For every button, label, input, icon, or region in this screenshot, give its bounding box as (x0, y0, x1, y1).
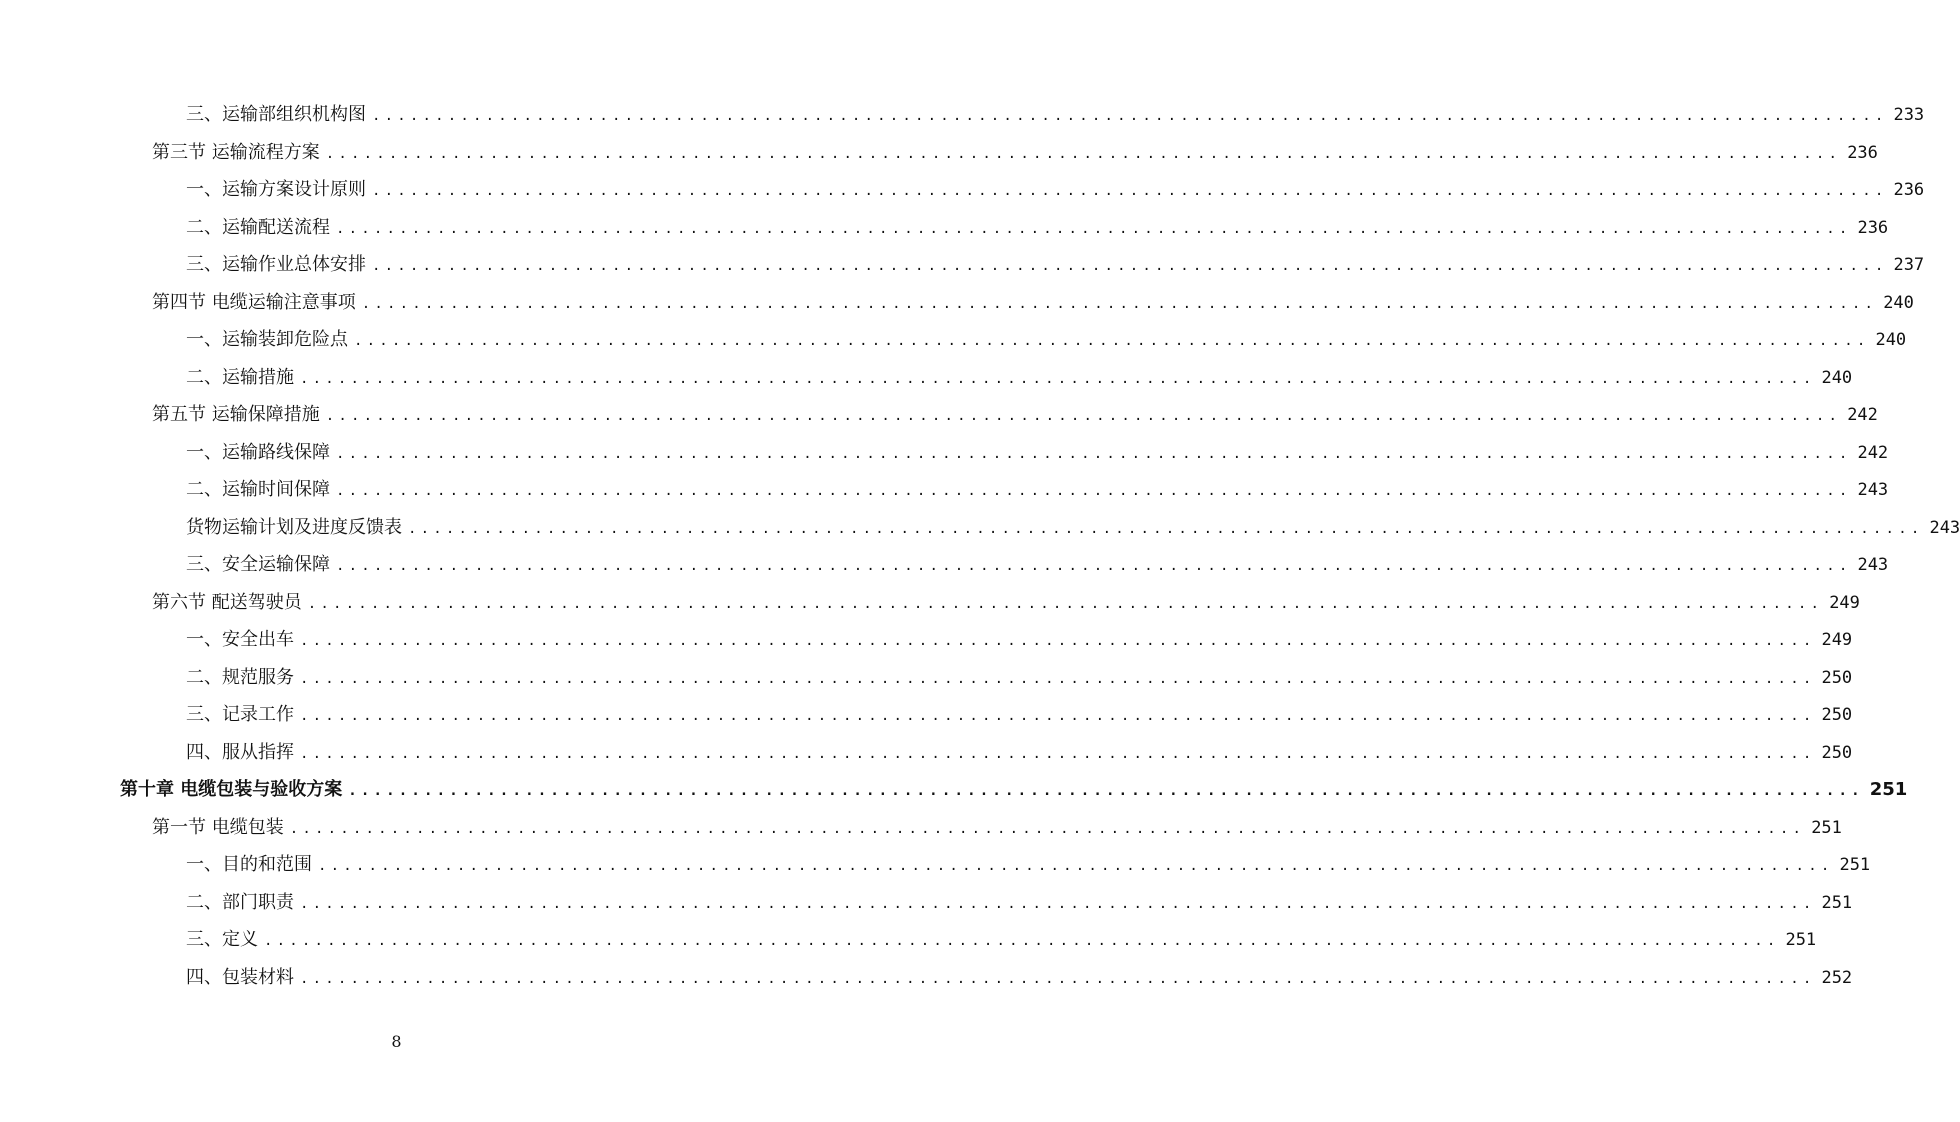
toc-entry-title: 三、定义 (186, 929, 258, 950)
toc-entry-page: 236 (1847, 142, 1878, 163)
toc-entry-title: 三、安全运输保障 (186, 554, 330, 575)
toc-entry[interactable] (186, 213, 1889, 243)
toc-dot-leader: ........................................................................................................................ (348, 783, 1864, 799)
toc-entry-page: 237 (1893, 255, 1925, 275)
toc-entry-page: 251 (1785, 930, 1817, 950)
toc-entry-title: 三、运输作业总体安排 (186, 254, 366, 275)
toc-entry[interactable] (186, 888, 1853, 918)
toc-entry-title: 一、目的和范围 (186, 854, 312, 875)
toc-dot-leader: ........................................................................................................................ (300, 670, 1816, 687)
toc-dot-leader: ........................................................................................................................ (336, 483, 1852, 499)
toc-entry-page: 249 (1829, 592, 1860, 613)
toc-dot-leader: ........................................................................................................................ (264, 933, 1780, 949)
toc-entry-title: 第一节 电缆包装 (152, 816, 284, 838)
toc-entry-page: 250 (1821, 705, 1853, 725)
toc-entry-page: 242 (1857, 442, 1889, 463)
toc-dot-leader: ........................................................................................................................ (289, 820, 1806, 837)
toc-entry[interactable] (186, 438, 1889, 468)
toc-dot-leader: ........................................................................................................................ (300, 370, 1816, 387)
toc-dot-leader: ........................................................................................................................ (372, 108, 1888, 124)
toc-entry[interactable] (186, 963, 1853, 993)
toc-dot-leader: ........................................................................................................................ (300, 708, 1816, 724)
toc-entry-page: 251 (1821, 892, 1853, 913)
toc-entry-page: 250 (1821, 742, 1853, 763)
toc-entry-page: 250 (1821, 667, 1853, 688)
toc-dot-leader: ........................................................................................................................ (336, 445, 1852, 462)
toc-entry-title: 第三节 运输流程方案 (152, 141, 320, 163)
toc-entry-page: 240 (1875, 330, 1907, 350)
toc-dot-leader: ........................................................................................................................ (354, 333, 1870, 349)
toc-entry-page: 236 (1893, 180, 1925, 200)
toc-entry-title: 货物运输计划及进度反馈表 (186, 516, 402, 538)
toc-entry[interactable] (186, 850, 1871, 880)
toc-entry[interactable] (186, 175, 1925, 205)
toc-entry-title: 四、服从指挥 (186, 741, 294, 763)
toc-entry-title: 第五节 运输保障措施 (152, 404, 320, 425)
toc-entry[interactable] (152, 288, 1914, 318)
toc-entry-title: 二、运输时间保障 (186, 479, 330, 500)
page-number: 8 (391, 1032, 402, 1051)
toc-dot-leader: ........................................................................................................................ (318, 858, 1834, 874)
toc-dot-leader: ........................................................................................................................ (307, 595, 1824, 612)
toc-entry[interactable] (186, 700, 1853, 730)
toc-entry[interactable] (186, 325, 1907, 355)
toc-entry-title: 一、运输路线保障 (186, 441, 330, 463)
toc-entry-page: 243 (1857, 480, 1889, 500)
toc-dot-leader: ........................................................................................................................ (300, 633, 1816, 649)
toc-entry-page: 233 (1893, 105, 1925, 125)
toc-entry[interactable] (120, 775, 1908, 805)
toc-dot-leader: ........................................................................................................................ (372, 258, 1888, 274)
toc-entry-page: 236 (1857, 217, 1889, 238)
toc-entry-title: 一、运输装卸危险点 (186, 329, 348, 350)
toc-entry-title: 四、包装材料 (186, 966, 294, 988)
toc-entry-page: 251 (1869, 779, 1908, 800)
toc-entry-page: 249 (1821, 630, 1853, 650)
toc-dot-leader: ........................................................................................................................ (336, 558, 1852, 574)
toc-entry-page: 243 (1857, 555, 1889, 575)
toc-entry[interactable] (152, 588, 1860, 618)
toc-entry-page: 251 (1811, 817, 1842, 838)
toc-entry[interactable] (152, 138, 1878, 168)
toc-entry-title: 三、记录工作 (186, 704, 294, 725)
toc-entry-page: 243 (1929, 517, 1960, 538)
toc-entry-title: 三、运输部组织机构图 (186, 104, 366, 125)
toc-entry[interactable] (186, 738, 1853, 768)
toc-entry[interactable] (186, 475, 1889, 505)
toc-entry[interactable] (186, 625, 1853, 655)
toc-entry[interactable] (152, 400, 1878, 430)
toc-dot-leader: ........................................................................................................................ (300, 745, 1816, 762)
toc-entry-title: 二、部门职责 (186, 891, 294, 913)
toc-entry-title: 一、运输方案设计原则 (186, 179, 366, 200)
toc-entry[interactable] (152, 813, 1842, 843)
toc-entry[interactable] (186, 663, 1853, 693)
toc-entry[interactable] (186, 550, 1889, 580)
toc-entry-title: 二、运输措施 (186, 366, 294, 388)
toc-entry-title: 第十章 电缆包装与验收方案 (120, 779, 343, 800)
toc-entry[interactable] (186, 925, 1817, 955)
toc-entry-page: 242 (1847, 405, 1878, 425)
toc-entry[interactable] (186, 513, 1960, 543)
toc-entry-page: 240 (1821, 367, 1853, 388)
toc-entry[interactable] (186, 250, 1925, 280)
toc-dot-leader: ........................................................................................................................ (361, 295, 1878, 312)
toc-entry-title: 二、运输配送流程 (186, 216, 330, 238)
toc-entry-page: 252 (1821, 967, 1853, 988)
toc-dot-leader: ........................................................................................................................ (408, 520, 1924, 537)
toc-entry[interactable] (186, 363, 1853, 393)
toc-entry-page: 240 (1883, 292, 1914, 313)
toc-entry-title: 第六节 配送驾驶员 (152, 591, 302, 613)
toc-entry-title: 第四节 电缆运输注意事项 (152, 291, 356, 313)
toc-entry-page: 251 (1839, 855, 1871, 875)
toc-entry[interactable] (186, 100, 1925, 130)
toc-entry-title: 一、安全出车 (186, 629, 294, 650)
toc-dot-leader: ........................................................................................................................ (325, 145, 1842, 162)
toc-dot-leader: ........................................................................................................................ (300, 895, 1816, 912)
toc-dot-leader: ........................................................................................................................ (300, 970, 1816, 987)
toc-dot-leader: ........................................................................................................................ (336, 220, 1852, 237)
toc-entry-title: 二、规范服务 (186, 666, 294, 688)
toc-dot-leader: ........................................................................................................................ (325, 408, 1842, 424)
toc-dot-leader: ........................................................................................................................ (372, 183, 1888, 199)
